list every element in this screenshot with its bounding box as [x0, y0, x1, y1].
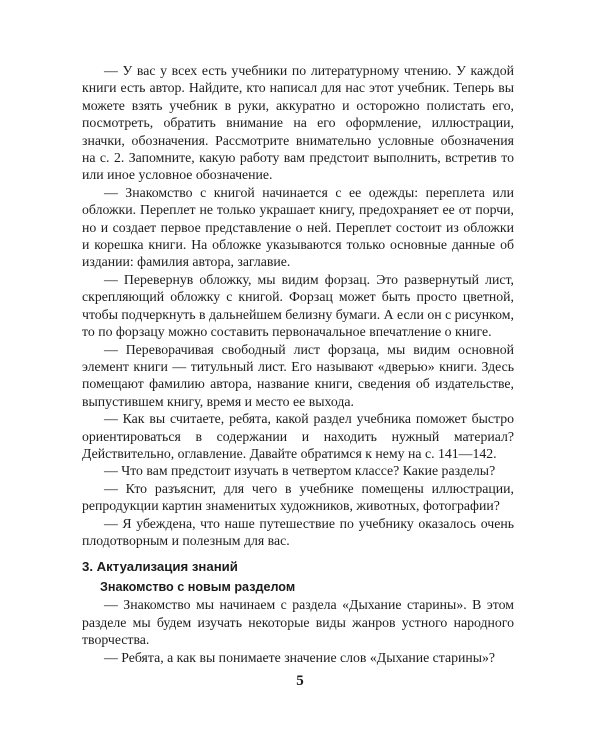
- paragraph-question: — Ребята, а как вы понимаете значение слов «Дыхание старины»?: [104, 649, 496, 665]
- page-number: 5: [296, 673, 304, 689]
- paragraph-title-page: — Переворачивая свободный лист форзаца, мы видим основной элемент книги — титульный лист. Его называют «дверью» книги. Здесь помещают фамилию автора, название книги, сведения об издательстве, выпустившем книгу, время и место ее выхода.: [82, 341, 514, 409]
- body-text-bottom: [82, 596, 514, 666]
- section-heading: 3. Актуализация знаний: [82, 559, 238, 575]
- paragraph-fourth-grade-sections: — Что вам предстоит изучать в четвертом классе? Какие разделы?: [104, 463, 496, 479]
- paragraph-cover: — Знакомство с книгой начинается с ее одежды: переплета или обложки. Переплет не только украшает книгу, предохраняет ее от порчи, но и создает первое представление о ней. Переплет состоит из обложки и корешка книги. На обложке указываются только основные данные об издании: фамилия автора, заглавие.: [82, 184, 514, 270]
- paragraph-endpaper: — Перевернув обложку, мы видим форзац. Это развернутый лист, скрепляющий обложку с книгой. Форзац может быть просто цветной, чтобы подчеркнуть в дальнейшем белизну бумаги. А если он с рисунком, то по форзацу можно составить первоначальное впечатление о книге.: [82, 271, 514, 340]
- paragraph-textbook-intro: — У вас у всех есть учебники по литературному чтению. У каждой книги есть автор. Найдите, кто написал для нас этот учебник. Теперь вы можете взять учебник в руки, аккуратно и осторожно полистать его, посмотреть, обратить внимание на его оформление, иллюстрации, значки, обозначения. Рассмотрите внимательно условные обозначения на с. 2. Запомните, какую работу вам предстоит выполнить, встретив то или иное условное обозначение.: [82, 63, 514, 183]
- paragraph-illustrations: — Кто разъяснит, для чего в учебнике помещены иллюстрации, репродукции картин знаменитых художников, животных, фотографии?: [82, 480, 514, 514]
- paragraph-new-section: — Знакомство мы начинаем с раздела «Дыхание старины». В этом разделе мы будем изучать некоторые виды жанров устного народного творчества.: [82, 597, 514, 648]
- paragraph-table-of-contents: — Как вы считаете, ребята, какой раздел учебника поможет быстро ориентироваться в содержании и находить нужный материал? Действительно, оглавление. Давайте обратимся к нему на с. 141—142.: [82, 411, 514, 461]
- paragraph-conclusion: — Я убеждена, что наше путешествие по учебнику оказалось очень плодотворным и полезным для вас.: [82, 515, 514, 548]
- body-text-top: [82, 62, 514, 549]
- subsection-heading: Знакомство с новым разделом: [100, 580, 296, 595]
